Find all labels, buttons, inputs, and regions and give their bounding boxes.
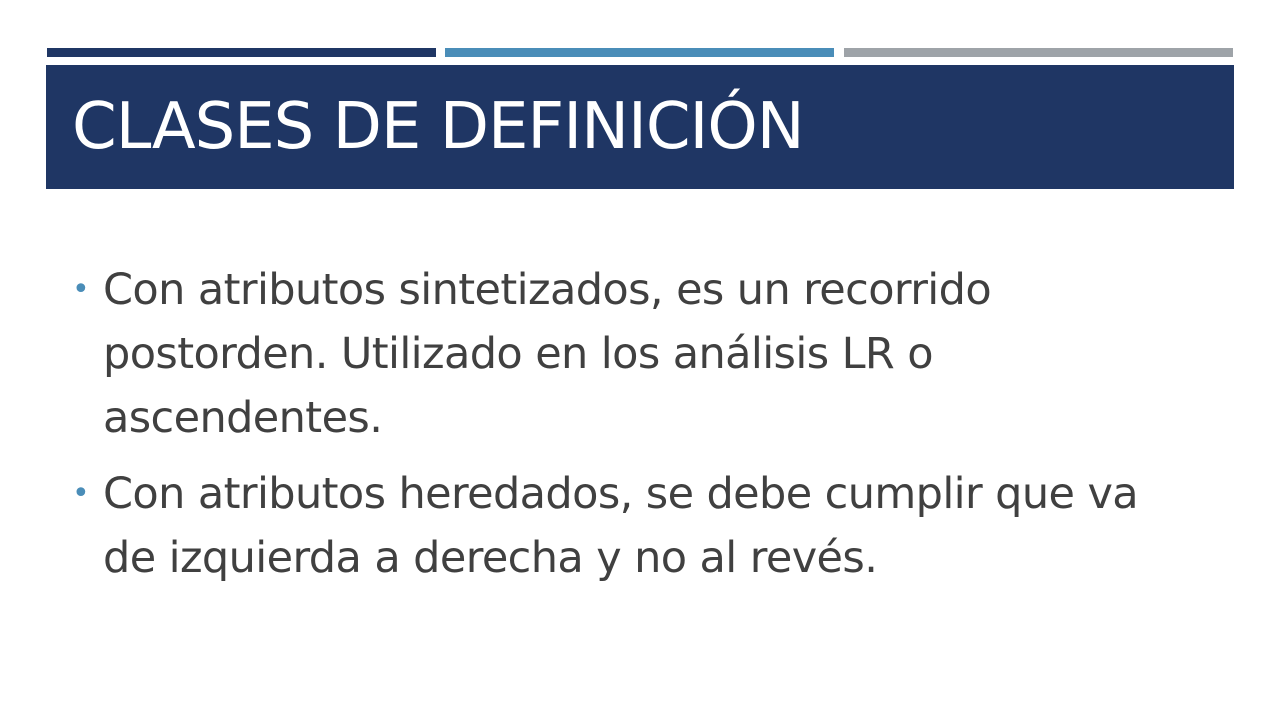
slide-title: CLASES DE DEFINICIÓN [72, 90, 804, 164]
bullet-item [72, 462, 1192, 590]
bullet-item [72, 258, 1192, 450]
accent-bar-gray [844, 48, 1233, 57]
bullet-marker: • [72, 272, 90, 307]
bullet-list [72, 258, 1192, 602]
accent-bar-dark [47, 48, 436, 57]
bullet-text: Con atributos sintetizados, es un recorrido postorden. Utilizado en los análisis LR o ascendentes. [103, 265, 992, 443]
accent-bar-blue [445, 48, 834, 57]
bullet-text: Con atributos heredados, se debe cumplir que va de izquierda a derecha y no al revés. [103, 469, 1139, 583]
bullet-marker: • [72, 476, 90, 511]
title-band [46, 65, 1234, 189]
